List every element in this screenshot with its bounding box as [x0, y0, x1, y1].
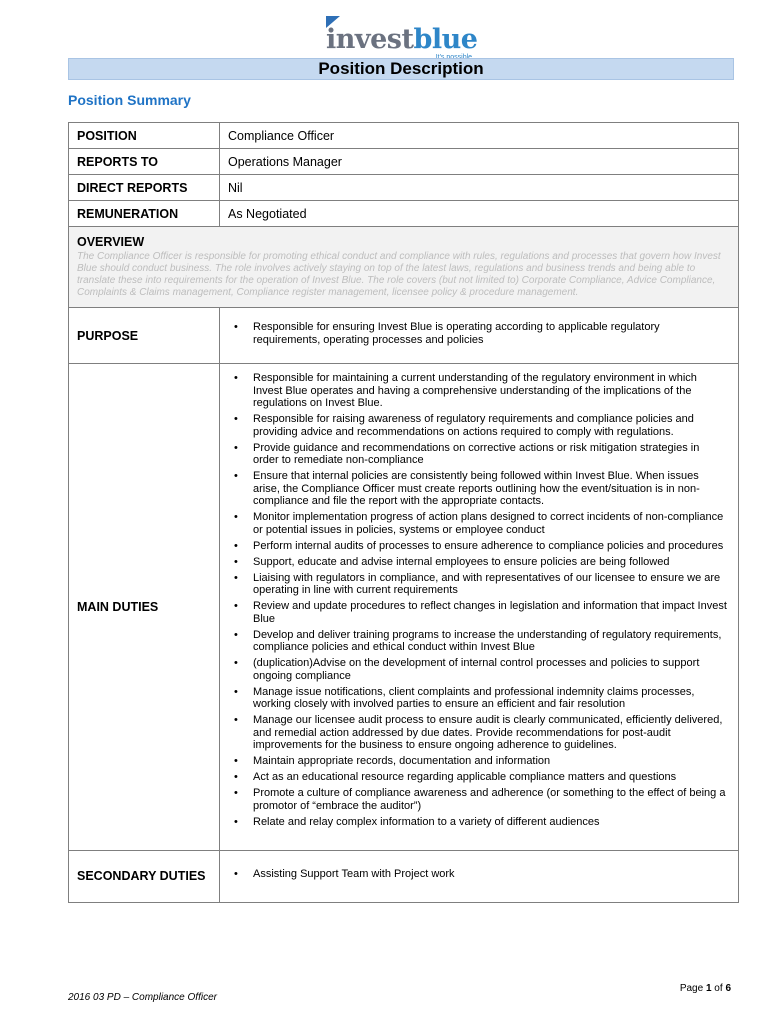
table-row — [69, 123, 739, 149]
bullet-icon: • — [234, 600, 238, 612]
list-item-text: Develop and deliver training programs to increase the understanding of regulatory requirements, compliance policies and ethical conduct within Invest Blue — [253, 628, 722, 653]
overview-cell — [69, 227, 739, 308]
list-item — [228, 470, 728, 508]
bullet-icon: • — [234, 868, 238, 880]
overview-text: The Compliance Officer is responsible for promoting ethical conduct and compliance with rules, regulations and processes that govern how Invest Blue should conduct business. The role involves actively staying on top of the latest laws, regulations and business trends and being able to translate these into requirements for the operation of Invest Blue. The role covers (but not limited to) Corporate Compliance, Advice Compliance, Complaints & Claims management, Compliance register management, licensee policy & procedure management. — [77, 251, 721, 298]
list-item-text: Responsible for raising awareness of regulatory requirements and compliance policies and providing advice and recommendations on actions required to comply with regulations. — [253, 413, 694, 438]
overview-row — [69, 227, 739, 308]
table-row — [69, 175, 739, 201]
secondary-duties-label: SECONDARY DUTIES — [69, 850, 220, 902]
bullet-icon: • — [234, 441, 238, 454]
table-row — [69, 149, 739, 175]
bullet-icon: • — [234, 571, 238, 584]
list-item-text: Support, educate and advise internal employees to ensure policies are being followed — [253, 555, 670, 568]
main-duties-cell — [220, 364, 739, 851]
list-item-text: Promote a culture of compliance awareness and adherence (or something to the effect of being a promotor of “embrace the auditor”) — [253, 787, 726, 812]
bullet-icon: • — [234, 470, 238, 482]
purpose-cell — [220, 308, 739, 364]
row-label: DIRECT REPORTS — [69, 175, 220, 201]
list-item-text: Liaising with regulators in compliance, and with representatives of our licensee to ensure we are operating in line with current requirements — [253, 571, 721, 596]
bullet-icon: • — [234, 685, 238, 698]
list-item — [228, 868, 728, 881]
list-item-text: Responsible for maintaining a current understanding of the regulatory environment in which Invest Blue operates and having a comprehensive understanding of the implications of the regulations on Invest Blue. — [253, 372, 697, 409]
bullet-icon: • — [234, 755, 238, 767]
bullet-icon: • — [234, 511, 238, 523]
list-item — [228, 540, 728, 553]
list-item-text: Responsible for ensuring Invest Blue is operating according to applicable regulatory requirements, operating processes and policies — [253, 321, 660, 346]
row-label: POSITION — [69, 123, 220, 149]
bullet-icon: • — [234, 714, 238, 726]
invest-blue-logo — [326, 14, 478, 60]
list-item — [228, 556, 728, 569]
purpose-list — [228, 321, 728, 346]
row-label: REMUNERATION — [69, 201, 220, 227]
bullet-icon: • — [234, 413, 238, 425]
row-value: Operations Manager — [220, 149, 739, 175]
list-item-text: Perform internal audits of processes to ensure adherence to compliance policies and procedures — [253, 539, 724, 552]
list-item — [228, 787, 728, 812]
list-item-text: Maintain appropriate records, documentation and information — [253, 755, 551, 767]
list-item-text: Manage issue notifications, client complaints and professional indemnity claims processes, working closely with involved parties to ensure an efficient and fair resolution — [253, 685, 695, 710]
row-value: As Negotiated — [220, 201, 739, 227]
secondary-duties-list — [228, 868, 728, 881]
list-item-text: Assisting Support Team with Project work — [253, 868, 455, 880]
list-item — [228, 321, 728, 346]
bullet-icon: • — [234, 657, 238, 669]
list-item — [228, 657, 728, 682]
bullet-icon: • — [234, 321, 238, 334]
bullet-icon: • — [234, 787, 238, 799]
list-item — [228, 511, 728, 536]
list-item — [228, 413, 728, 438]
row-label: REPORTS TO — [69, 149, 220, 175]
purpose-row — [69, 308, 739, 364]
list-item-text: Provide guidance and recommendations on corrective actions or risk mitigation strategies in order to remediate non-compliance — [253, 441, 700, 466]
page-title: Position Description — [68, 58, 734, 80]
list-item — [228, 816, 728, 829]
bullet-icon: • — [234, 815, 238, 828]
list-item — [228, 572, 728, 597]
document-reference: 2016 03 PD – Compliance Officer — [68, 992, 217, 1003]
list-item — [228, 755, 728, 768]
secondary-duties-row — [69, 850, 739, 902]
position-summary-table — [68, 122, 739, 903]
list-item — [228, 600, 728, 625]
row-value: Nil — [220, 175, 739, 201]
row-value: Compliance Officer — [220, 123, 739, 149]
list-item — [228, 372, 728, 410]
main-duties-list — [228, 372, 728, 828]
section-title: Position Summary — [68, 92, 191, 108]
logo-wordmark: investblue — [326, 24, 478, 55]
page-number: Page 1 of 6 — [679, 983, 731, 994]
bullet-icon: • — [234, 771, 238, 783]
bullet-icon: • — [234, 372, 238, 384]
table-row — [69, 201, 739, 227]
bullet-icon: • — [234, 555, 238, 568]
list-item — [228, 686, 728, 711]
list-item-text: Act as an educational resource regarding applicable compliance matters and questions — [253, 771, 677, 783]
list-item — [228, 442, 728, 467]
list-item — [228, 771, 728, 784]
list-item-text: Ensure that internal policies are consistently being followed within Invest Blue. When issues arise, the Compliance Officer must create reports outlining how the event/situation is in non-compliance and file the report with the appropriate contacts. — [253, 470, 700, 507]
list-item-text: Manage our licensee audit process to ensure audit is clearly communicated, efficiently delivered, and remedial action addressed by due dates. Provide recommendations for post-audit improvements for the business to ensure ongoing adherence to guidelines. — [253, 714, 723, 751]
list-item-text: Relate and relay complex information to a variety of different audiences — [253, 815, 600, 828]
list-item — [228, 629, 728, 654]
list-item-text: Monitor implementation progress of action plans designed to correct incidents of non-compliance or potential issues in policies, systems or employee conduct — [253, 511, 724, 536]
overview-label: OVERVIEW — [77, 235, 145, 249]
purpose-label: PURPOSE — [69, 308, 220, 364]
list-item-text: Review and update procedures to reflect changes in legislation and information that impact Invest Blue — [253, 600, 727, 625]
secondary-duties-cell — [220, 850, 739, 902]
list-item — [228, 714, 728, 752]
main-duties-row — [69, 364, 739, 851]
list-item-text: (duplication)Advise on the development of internal control processes and policies to support ongoing compliance — [253, 657, 700, 682]
bullet-icon: • — [234, 539, 238, 552]
main-duties-label: MAIN DUTIES — [69, 364, 220, 851]
bullet-icon: • — [234, 628, 238, 641]
